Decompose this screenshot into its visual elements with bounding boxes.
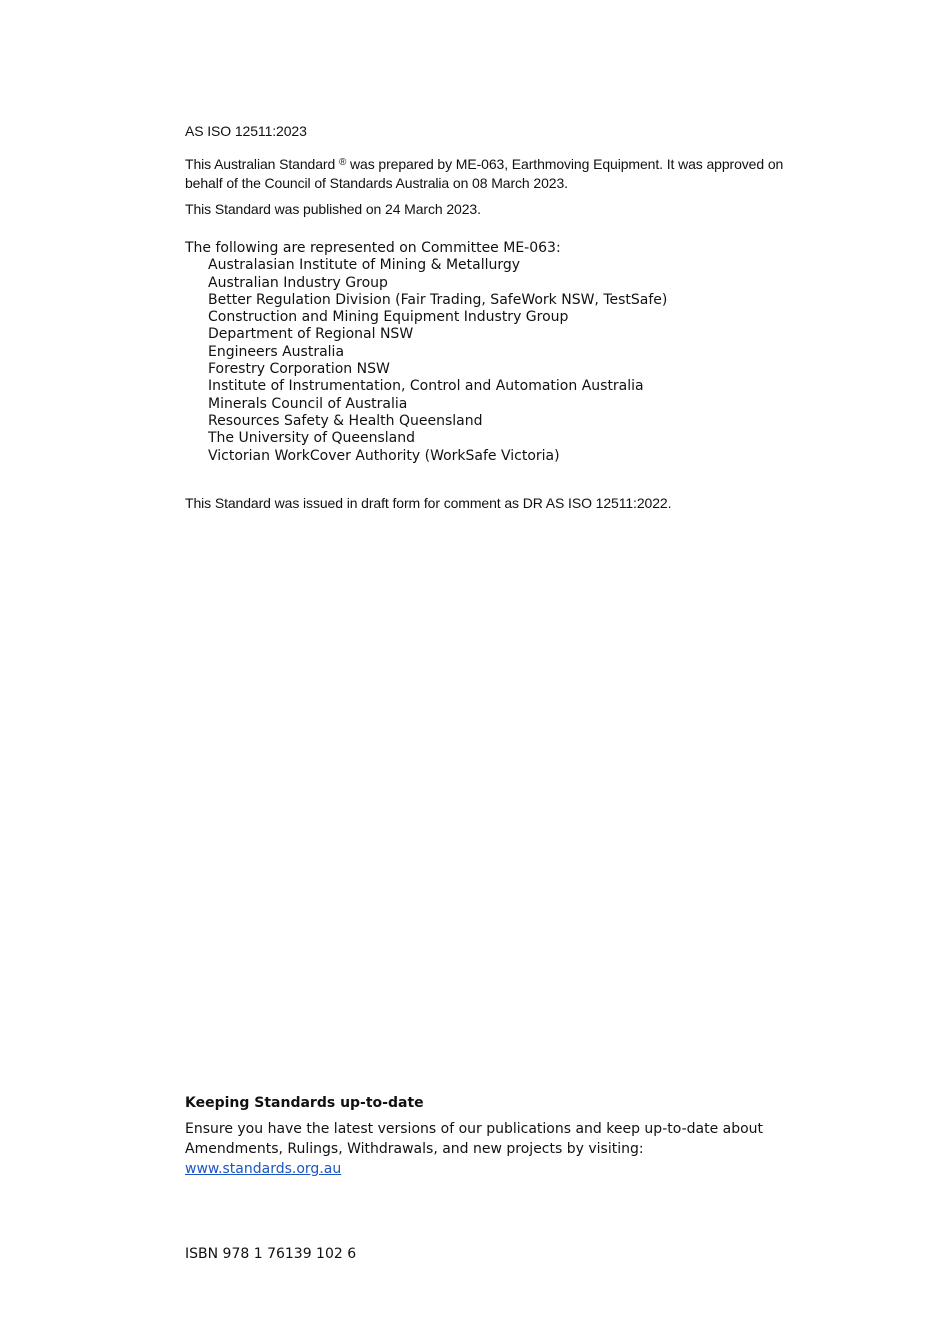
- keeping-up-to-date-heading: Keeping Standards up-to-date: [185, 1095, 424, 1111]
- committee-member: Forestry Corporation NSW: [208, 361, 390, 378]
- committee-member: Resources Safety & Health Queensland: [208, 412, 483, 429]
- committee-member: Australasian Institute of Mining & Metallurgy: [208, 257, 521, 274]
- committee-member: Minerals Council of Australia: [208, 395, 408, 412]
- committee-intro: The following are represented on Committee ME-063:: [185, 240, 561, 256]
- committee-member: Better Regulation Division (Fair Trading, SafeWork NSW, TestSafe): [208, 291, 668, 308]
- committee-member: Department of Regional NSW: [208, 326, 414, 343]
- published-date-statement: This Standard was published on 24 March 2023.: [185, 201, 481, 217]
- committee-member: Australian Industry Group: [208, 274, 388, 291]
- committee-member: The University of Queensland: [208, 430, 416, 447]
- draft-note: This Standard was issued in draft form for comment as DR AS ISO 12511:2022.: [185, 495, 672, 511]
- committee-member: Engineers Australia: [208, 343, 345, 360]
- committee-member: Construction and Mining Equipment Industry Group: [208, 309, 569, 326]
- prepared-statement: [185, 155, 785, 193]
- keeping-up-to-date-section: [185, 1094, 805, 1179]
- committee-member: Institute of Instrumentation, Control and Automation Australia: [208, 378, 644, 395]
- committee-member-list: [185, 257, 805, 465]
- committee-member: Victorian WorkCover Authority (WorkSafe Victoria): [208, 447, 560, 464]
- standards-website-link[interactable]: www.standards.org.au: [185, 1161, 342, 1177]
- committee-section: [185, 240, 805, 465]
- prepared-text-end: was prepared by ME-063, Earthmoving Equipment. It was approved on behalf of the Council of Standards Australia on 08 March 2023.: [185, 156, 784, 191]
- keeping-up-to-date-text: Ensure you have the latest versions of our publications and keep up-to-date about Amendments, Rulings, Withdrawals, and new projects by visiting:: [185, 1121, 764, 1157]
- prepared-text-start: This Australian Standard: [185, 156, 336, 172]
- keeping-up-to-date-body: [185, 1119, 805, 1179]
- document-designation: AS ISO 12511:2023: [185, 123, 307, 139]
- isbn-number: ISBN 978 1 76139 102 6: [185, 1246, 357, 1262]
- registered-mark: ®: [338, 157, 347, 168]
